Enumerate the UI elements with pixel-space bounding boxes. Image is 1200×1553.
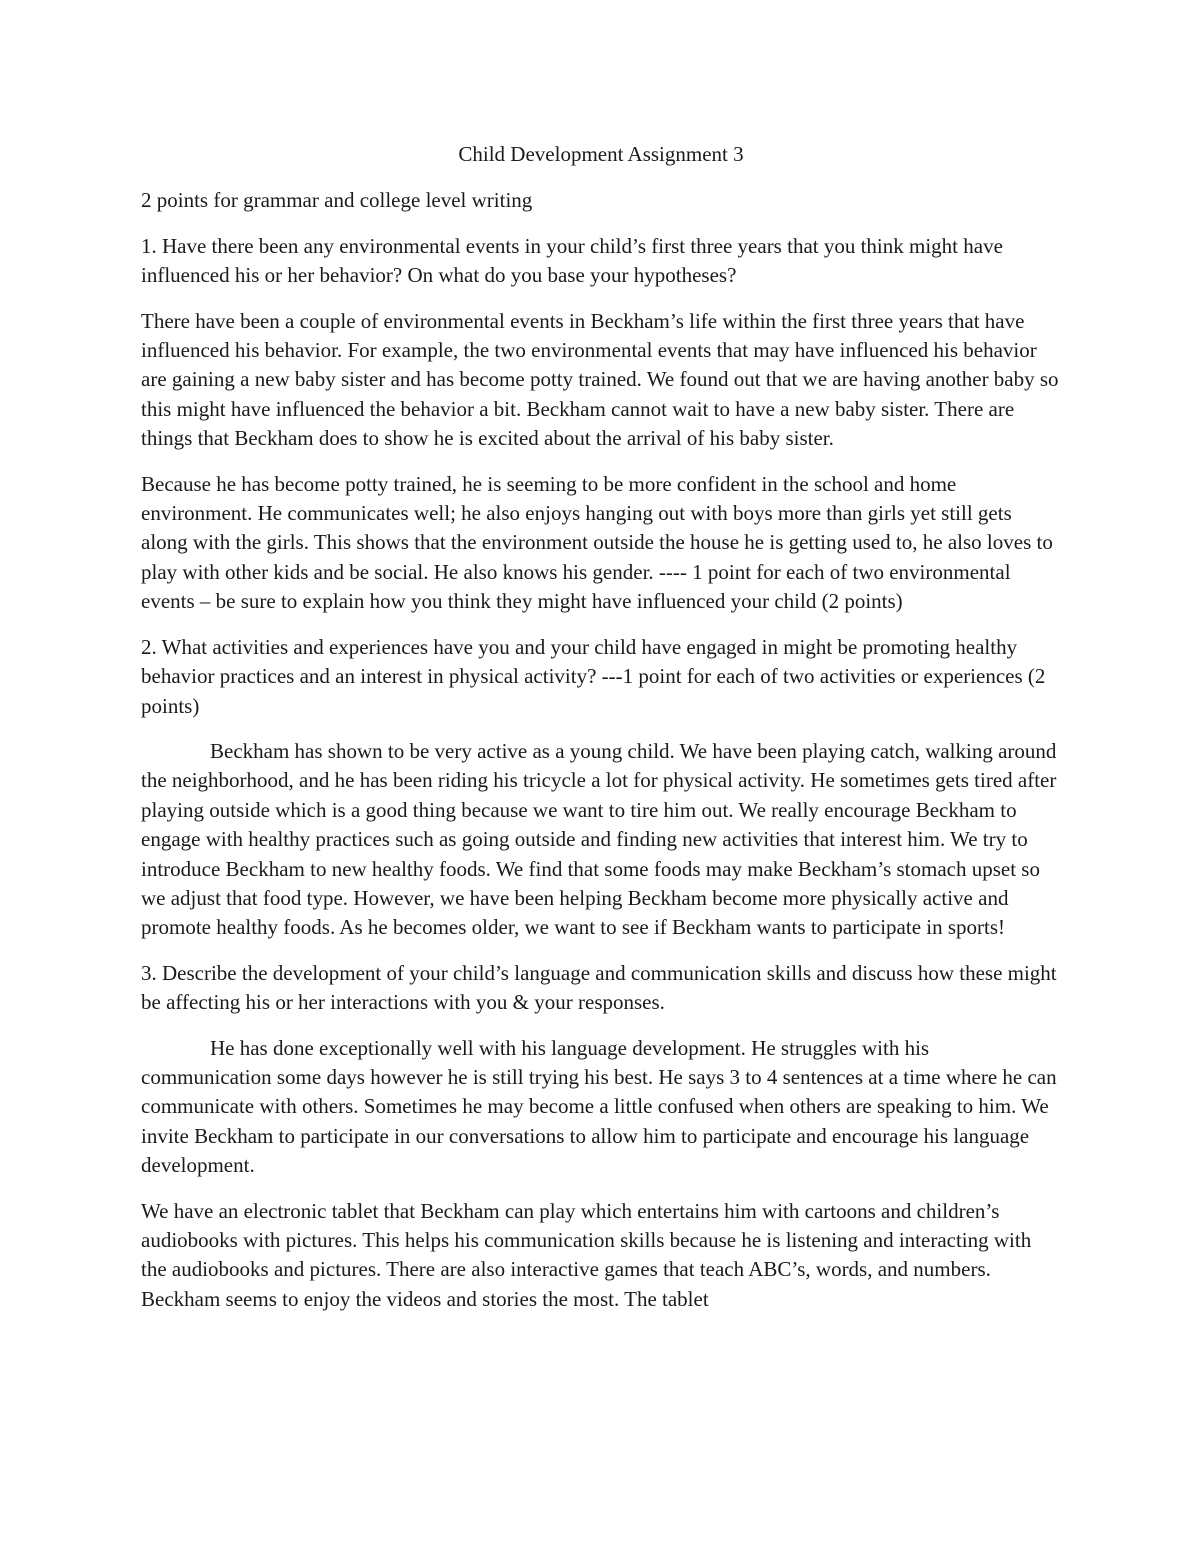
answer-2-paragraph-1: Beckham has shown to be very active as a young child. We have been playing catch, walking around the neighborhood, and he has been riding his tricycle a lot for physical activity. He sometimes gets tired after playing outside which is a good thing because we want to tire him out. We really encourage Beckham to engage with healthy practices such as going outside and finding new activities that interest him. We try to introduce Beckham to new healthy foods. We find that some foods may make Beckham’s stomach upset so we adjust that food type. However, we have been helping Beckham become more physically active and promote healthy foods. As he becomes older, we want to see if Beckham wants to participate in sports!: [141, 738, 1057, 940]
question-2: 2. What activities and experiences have you and your child have engaged in might be promoting healthy behavior practices and an interest in physical activity? ---1 point for each of two activities or experiences (2 points): [141, 634, 1046, 718]
document-title: Child Development Assignment 3: [458, 142, 744, 166]
question-1: 1. Have there been any environmental events in your child’s first three years that you think might have influenced his or her behavior? On what do you base your hypotheses?: [141, 233, 1003, 288]
answer-1-paragraph-1: There have been a couple of environmental events in Beckham’s life within the first three years that have influenced his behavior. For example, the two environmental events that may have influenced his behavior are gaining a new baby sister and has become potty trained. We found out that we are having another baby so this might have influenced the behavior a bit. Beckham cannot wait to have a new baby sister. There are things that Beckham does to show he is excited about the arrival of his baby sister.: [141, 308, 1059, 451]
question-3: 3. Describe the development of your child’s language and communication skills and discuss how these might be affecting his or her interactions with you & your responses.: [141, 960, 1057, 1015]
document-body: [141, 140, 1061, 1330]
answer-3-paragraph-2: We have an electronic tablet that Beckham can play which entertains him with cartoons and children’s audiobooks with pictures. This helps his communication skills because he is listening and interacting with the audiobooks and pictures. There are also interactive games that teach ABC’s, words, and numbers. Beckham seems to enjoy the videos and stories the most. The tablet: [141, 1198, 1032, 1311]
answer-3-paragraph-1: He has done exceptionally well with his language development. He struggles with his communication some days however he is still trying his best. He says 3 to 4 sentences at a time where he can communicate with others. Sometimes he may become a little confused when others are speaking to him. We invite Beckham to participate in our conversations to allow him to participate and encourage his language development.: [141, 1035, 1057, 1178]
grading-note: 2 points for grammar and college level writing: [141, 188, 533, 213]
answer-1-paragraph-2: Because he has become potty trained, he is seeming to be more confident in the school and home environment. He communicates well; he also enjoys hanging out with boys more than girls yet still gets along with the girls. This shows that the environment outside the house he is getting used to, he also loves to play with other kids and be social. He also knows his gender. ---- 1 point for each of two environmental events – be sure to explain how you think they might have influenced your child (2 points): [141, 471, 1053, 614]
